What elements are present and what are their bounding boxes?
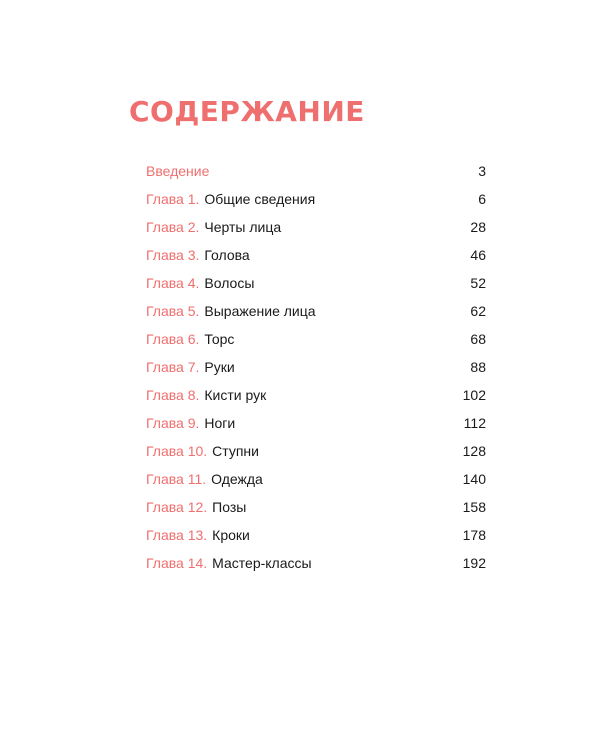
toc-entry-page: 128 [462, 443, 486, 459]
toc-entry-chapter-9[interactable] [146, 409, 486, 437]
toc-entry-page: 52 [470, 275, 486, 291]
toc-entry-label: Глава 11. [146, 471, 207, 487]
toc-entry-page: 62 [470, 303, 486, 319]
toc-entry-chapter-11[interactable] [146, 465, 486, 493]
toc-entry-page: 178 [462, 527, 486, 543]
toc-entry-chapter-5[interactable] [146, 297, 486, 325]
toc-entry-label: Глава 5. [146, 303, 200, 319]
toc-entry-page: 28 [470, 219, 486, 235]
toc-entry-chapter-8[interactable] [146, 381, 486, 409]
toc-entry-label: Глава 10. [146, 443, 208, 459]
page-title: СОДЕРЖАНИЕ [129, 95, 365, 128]
toc-entry-name: Мастер-классы [212, 555, 312, 571]
toc-entry-label: Глава 6. [146, 331, 200, 347]
toc-entry-page: 68 [470, 331, 486, 347]
toc-entry-name: Кроки [212, 527, 250, 543]
toc-entry-chapter-4[interactable] [146, 269, 486, 297]
toc-entry-label: Глава 9. [146, 415, 200, 431]
toc-entry-chapter-7[interactable] [146, 353, 486, 381]
toc-entry-name: Торс [204, 331, 235, 347]
toc-entry-name: Кисти рук [204, 387, 267, 403]
toc-entry-label: Глава 13. [146, 527, 208, 543]
toc-entry-chapter-6[interactable] [146, 325, 486, 353]
toc-entry-name: Черты лица [204, 219, 282, 235]
toc-entry-name: Общие сведения [204, 191, 316, 207]
toc-entry-name: Ноги [204, 415, 236, 431]
toc-entry-label: Глава 7. [146, 359, 200, 375]
toc-entry-label: Глава 1. [146, 191, 200, 207]
toc-entry-label: Глава 12. [146, 499, 208, 515]
toc-entry-page: 140 [462, 471, 486, 487]
toc-entry-chapter-10[interactable] [146, 437, 486, 465]
toc-entry-name: Одежда [211, 471, 263, 487]
toc-entry-introduction[interactable] [146, 157, 486, 185]
toc-entry-label: Глава 14. [146, 555, 208, 571]
toc-entry-name: Ступни [212, 443, 259, 459]
toc-entry-chapter-2[interactable] [146, 213, 486, 241]
toc-entry-page: 102 [462, 387, 486, 403]
toc-entry-label: Введение [146, 163, 210, 179]
toc-list [146, 157, 486, 577]
toc-entry-chapter-1[interactable] [146, 185, 486, 213]
toc-entry-label: Глава 3. [146, 247, 200, 263]
toc-entry-name: Выражение лица [204, 303, 316, 319]
toc-entry-chapter-13[interactable] [146, 521, 486, 549]
toc-entry-page: 192 [462, 555, 486, 571]
toc-entry-page: 6 [478, 191, 486, 207]
toc-entry-chapter-12[interactable] [146, 493, 486, 521]
toc-entry-label: Глава 8. [146, 387, 200, 403]
toc-entry-chapter-3[interactable] [146, 241, 486, 269]
toc-entry-name: Голова [204, 247, 250, 263]
toc-entry-page: 3 [478, 163, 486, 179]
toc-entry-label: Глава 4. [146, 275, 200, 291]
toc-entry-page: 46 [470, 247, 486, 263]
toc-entry-name: Волосы [204, 275, 255, 291]
toc-entry-label: Глава 2. [146, 219, 200, 235]
toc-entry-page: 158 [462, 499, 486, 515]
toc-entry-page: 112 [463, 415, 486, 431]
toc-entry-chapter-14[interactable] [146, 549, 486, 577]
toc-entry-page: 88 [470, 359, 486, 375]
toc-entry-name: Позы [212, 499, 247, 515]
toc-entry-name: Руки [204, 359, 235, 375]
